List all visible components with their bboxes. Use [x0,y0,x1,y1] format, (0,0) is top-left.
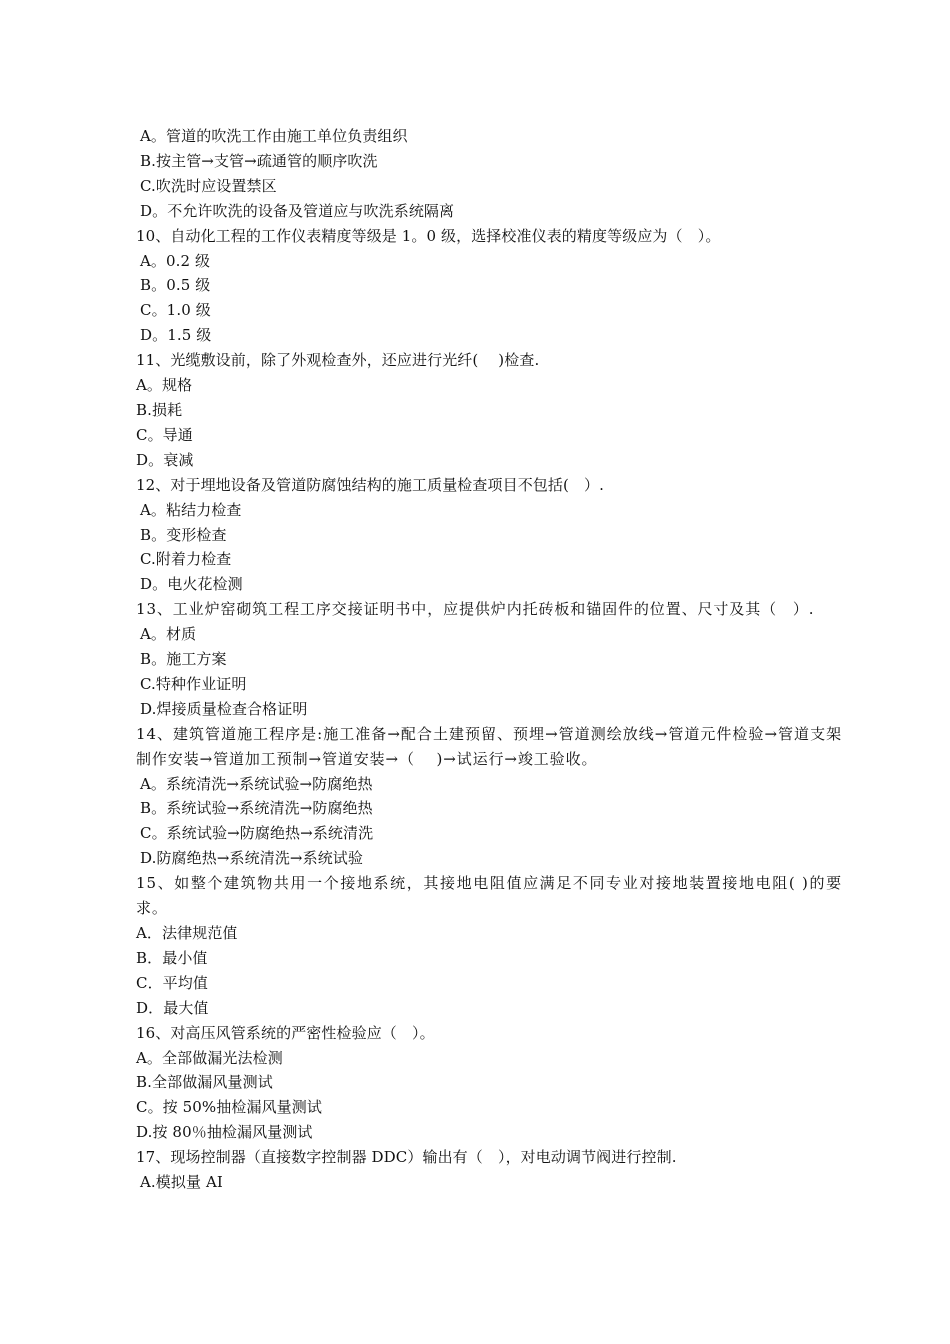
answer-option: B。变形检查 [140,525,227,544]
answer-option: D。电火花检测 [140,575,243,594]
answer-option: C。1.0 级 [140,301,211,320]
exam-question-text [136,124,842,1195]
answer-option: B。施工方案 [140,650,227,669]
answer-option: B.全部做漏风量测试 [136,1073,273,1092]
question-stem: 13、工业炉窑砌筑工程工序交接证明书中，应提供炉内托砖板和锚固件的位置、尺寸及其（ ）. [136,600,815,619]
answer-option: D。1.5 级 [140,326,212,345]
answer-option: D.焊接质量检查合格证明 [140,699,308,718]
question-stem: 14、建筑管道施工程序是:施工准备→配合土建预留、预埋→管道测绘放线→管道元件检验→管道支架制作安装→管道加工预制→管道安装→（ )→试运行→竣工验收。 [136,724,842,768]
answer-option: D。不允许吹洗的设备及管道应与吹洗系统隔离 [140,201,455,220]
answer-option: A。材质 [140,625,197,644]
answer-option: B.按主管→支管→疏通管的顺序吹洗 [140,151,378,170]
answer-option: A。全部做漏光法检测 [136,1048,283,1067]
answer-option: C。系统试验→防腐绝热→系统清洗 [140,824,374,843]
answer-option: C。导通 [136,425,193,444]
question-stem: 17、现场控制器（直接数字控制器 DDC）输出有（ ），对电动调节阀进行控制. [136,1148,677,1167]
answer-option: C.吹洗时应设置禁区 [140,176,277,195]
answer-option: D.按 80％抽检漏风量测试 [136,1123,313,1142]
answer-option: D.防腐绝热→系统清洗→系统试验 [140,849,363,868]
question-stem: 10、自动化工程的工作仪表精度等级是 1。0 级，选择校准仪表的精度等级应为（ ）。 [136,226,721,245]
answer-option: A。粘结力检查 [140,500,242,519]
question-stem: 12、对于埋地设备及管道防腐蚀结构的施工质量检查项目不包括( ）. [136,475,605,494]
answer-option: B．最小值 [136,948,208,967]
answer-option: A。管道的吹洗工作由施工单位负责组织 [140,127,408,145]
question-stem: 15、如整个建筑物共用一个接地系统，其接地电阻值应满足不同专业对接地装置接地电阻( )的要求。 [136,874,842,918]
answer-option: C.附着力检查 [140,550,232,569]
answer-option: C.特种作业证明 [140,674,247,693]
answer-option: B。系统试验→系统清洗→防腐绝热 [140,799,373,818]
answer-option: C．平均值 [136,973,208,992]
answer-option: A.模拟量 AI [140,1173,223,1192]
answer-option: C。按 50%抽检漏风量测试 [136,1098,322,1117]
answer-option: D．最大值 [136,998,209,1017]
question-stem: 11、光缆敷设前，除了外观检查外，还应进行光纤( )检查. [136,351,540,370]
answer-option: B。0.5 级 [140,276,211,295]
answer-option: A。0.2 级 [140,251,211,270]
answer-option: A。规格 [136,376,193,395]
answer-option: A．法律规范值 [136,924,238,942]
question-stem: 16、对高压风管系统的严密性检验应（ ）。 [136,1023,435,1042]
answer-option: B.损耗 [136,400,183,419]
answer-option: A。系统清洗→系统试验→防腐绝热 [140,774,373,793]
answer-option: D。衰减 [136,450,194,469]
